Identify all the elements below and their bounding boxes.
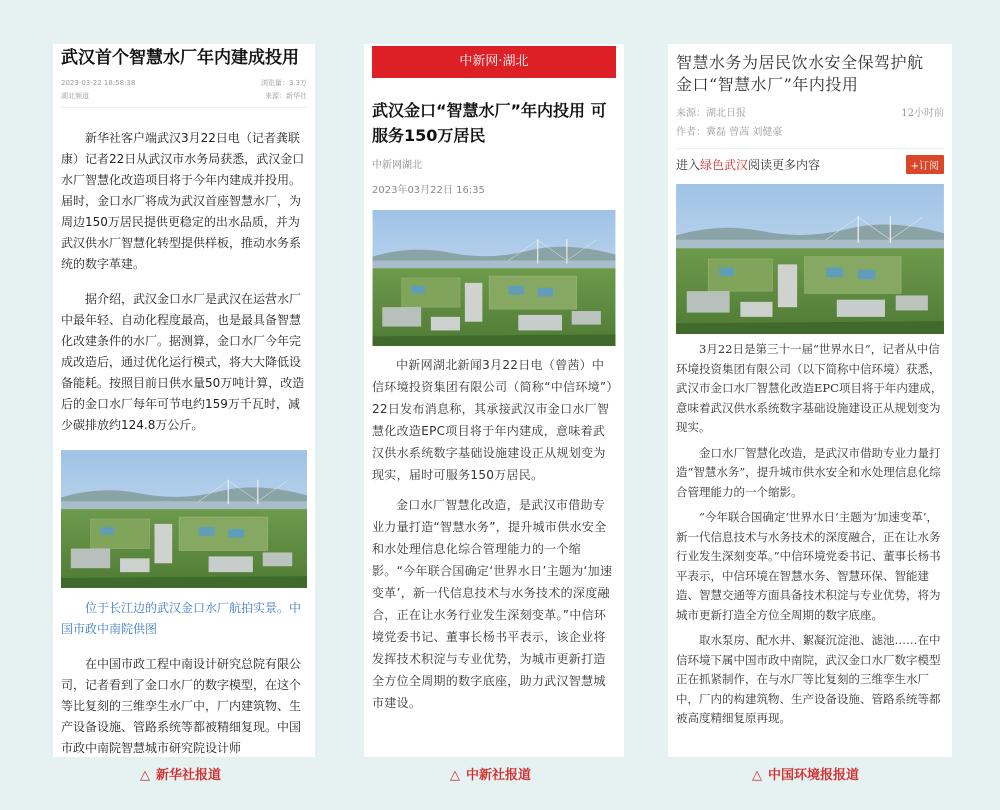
subscribe-suffix: 阅读更多内容 <box>748 158 821 172</box>
article-authors: 作者：冀磊 曾茜 刘健豪 <box>676 127 783 138</box>
article-source: 中新网湖北 <box>372 160 422 171</box>
caption-xinhua: △ 新华社报道 <box>140 768 222 783</box>
channel-link[interactable]: 绿色武汉 <box>700 158 749 172</box>
article-source: 来源：湖北日报 <box>676 108 746 119</box>
article-panel-cenews <box>668 44 952 757</box>
triangle-icon: △ <box>450 768 460 783</box>
site-banner[interactable]: 中新网·湖北 <box>372 46 616 78</box>
subscribe-bar <box>676 148 944 182</box>
article-paragraph: 3月22日是第三十一届“世界水日”，记者从中信环境投资集团有限公司（以下简称中信环境）获悉，武汉市金口水厂智慧化改造EPC项目将于年内建成，意味着武汉供水系统数字基础设施建设正从规划变为现实。 <box>676 342 943 434</box>
caption-chinanews: △ 中新社报道 <box>450 768 532 783</box>
article-date: 2023-03-22 18:58:38 <box>61 79 136 87</box>
article-paragraph: 据介绍，武汉金口水厂是武汉在运营水厂中最年轻、自动化程度最高，也是最具备智慧化改建条件的水厂。据测算，金口水厂今年完成改造后，通过优化运行模式，将大大降低设备能耗。按照目前日供水量50万吨计算，改造后的金口水厂每年可节电约159万千瓦时，减少碳排放约124.8万公斤。 <box>61 292 305 432</box>
triangle-icon: △ <box>140 768 150 783</box>
article-title: 武汉金口“智慧水厂”年内投用 可服务150万居民 <box>372 101 607 145</box>
article-time: 12小时前 <box>901 108 944 119</box>
article-source: 来源：新华社 <box>265 92 307 100</box>
article-title: 智慧水务为居民饮水安全保驾护航 金口“智慧水厂”年内投用 <box>676 53 924 94</box>
article-paragraph: 取水泵房、配水井、絮凝沉淀池、滤池……在中信环境下属中国市政中南院，武汉金口水厂数字模型正在抓紧制作，在与水厂等比复刻的三维孪生水厂中，厂内的构建筑物、生产设备设施、管路系统等都被高度精细复原再现。 <box>676 633 941 725</box>
article-time: 2023年03月22日 16:35 <box>372 185 485 196</box>
view-count: 浏览量：3.3万 <box>260 79 307 87</box>
article-paragraph: “今年联合国确定‘世界水日’主题为‘加速变革’，新一代信息技术与水务技术的深度融合，正在让水务行业发生深刻变革。”中信环境党委书记、董事长杨书平表示，中信环境在智慧水务、智慧环保、智能建造、智慧交通等方面具备技术积淀与专业优势，将为城市更新打造全方位全周期的数字底座。 <box>676 510 941 622</box>
photo-caption: 位于长江边的武汉金口水厂航拍实景。中国市政中南院供图 <box>61 601 302 636</box>
triangle-icon: △ <box>752 768 762 783</box>
aerial-photo[interactable] <box>61 450 307 588</box>
channel-link[interactable]: 湖北频道 <box>61 92 89 100</box>
aerial-photo[interactable] <box>676 184 944 334</box>
subscribe-button[interactable]: +订阅 <box>906 155 944 174</box>
subscribe-prefix: 进入 <box>676 158 701 172</box>
article-paragraph: 金口水厂智慧化改造，是武汉市借助专业力量打造“智慧水务”，提升城市供水安全和水处理信息化综合管理能力的一个缩影。 <box>676 445 941 499</box>
article-panel-xinhua <box>53 44 315 757</box>
article-paragraph: 新华社客户端武汉3月22日电（记者龚联康）记者22日从武汉市水务局获悉，武汉金口水厂智慧化改造项目将于今年内建成并投用。届时，金口水厂将成为武汉首座智慧水厂，为周边150万居民提供更稳定的出水品质，并为武汉供水厂智慧化转型提供样板，推动水务系统的数字革建。 <box>61 131 305 271</box>
article-title: 武汉首个智慧水厂年内建成投用 <box>61 48 299 68</box>
article-paragraph: 在中国市政工程中南设计研究总院有限公司，记者看到了金口水厂的数字模型，在这个等比复刻的三维孪生水厂中，厂内建筑物、生产设备设施、管路系统等都被精细复现。中国市政中南院智慧城市研究院设计师 <box>61 657 302 755</box>
aerial-photo[interactable] <box>372 210 616 346</box>
article-paragraph: 中新网湖北新闻3月22日电（曾茜）中信环境投资集团有限公司（简称“中信环境”）22日发布消息称，其承接武汉市金口水厂智慧化改造EPC项目将于年内建成，意味着武汉供水系统数字基础设施建设正从规划变为现实，届时可服务150万居民。 <box>372 358 613 482</box>
article-panel-chinanews <box>364 44 624 757</box>
article-paragraph: 金口水厂智慧化改造，是武汉市借助专业力量打造“智慧水务”，提升城市供水安全和水处理信息化综合管理能力的一个缩影。“今年联合国确定‘世界水日’主题为‘加速变革’，新一代信息技术与水务技术的深度融合，正在让水务行业发生深刻变革。”中信环境党委书记、董事长杨书平表示，该企业将发挥技术积淀与专业优势，为城市更新打造全方位全周期的数字底座，助力武汉智慧城市建设。 <box>372 498 613 710</box>
caption-cenews: △ 中国环境报报道 <box>752 768 860 783</box>
